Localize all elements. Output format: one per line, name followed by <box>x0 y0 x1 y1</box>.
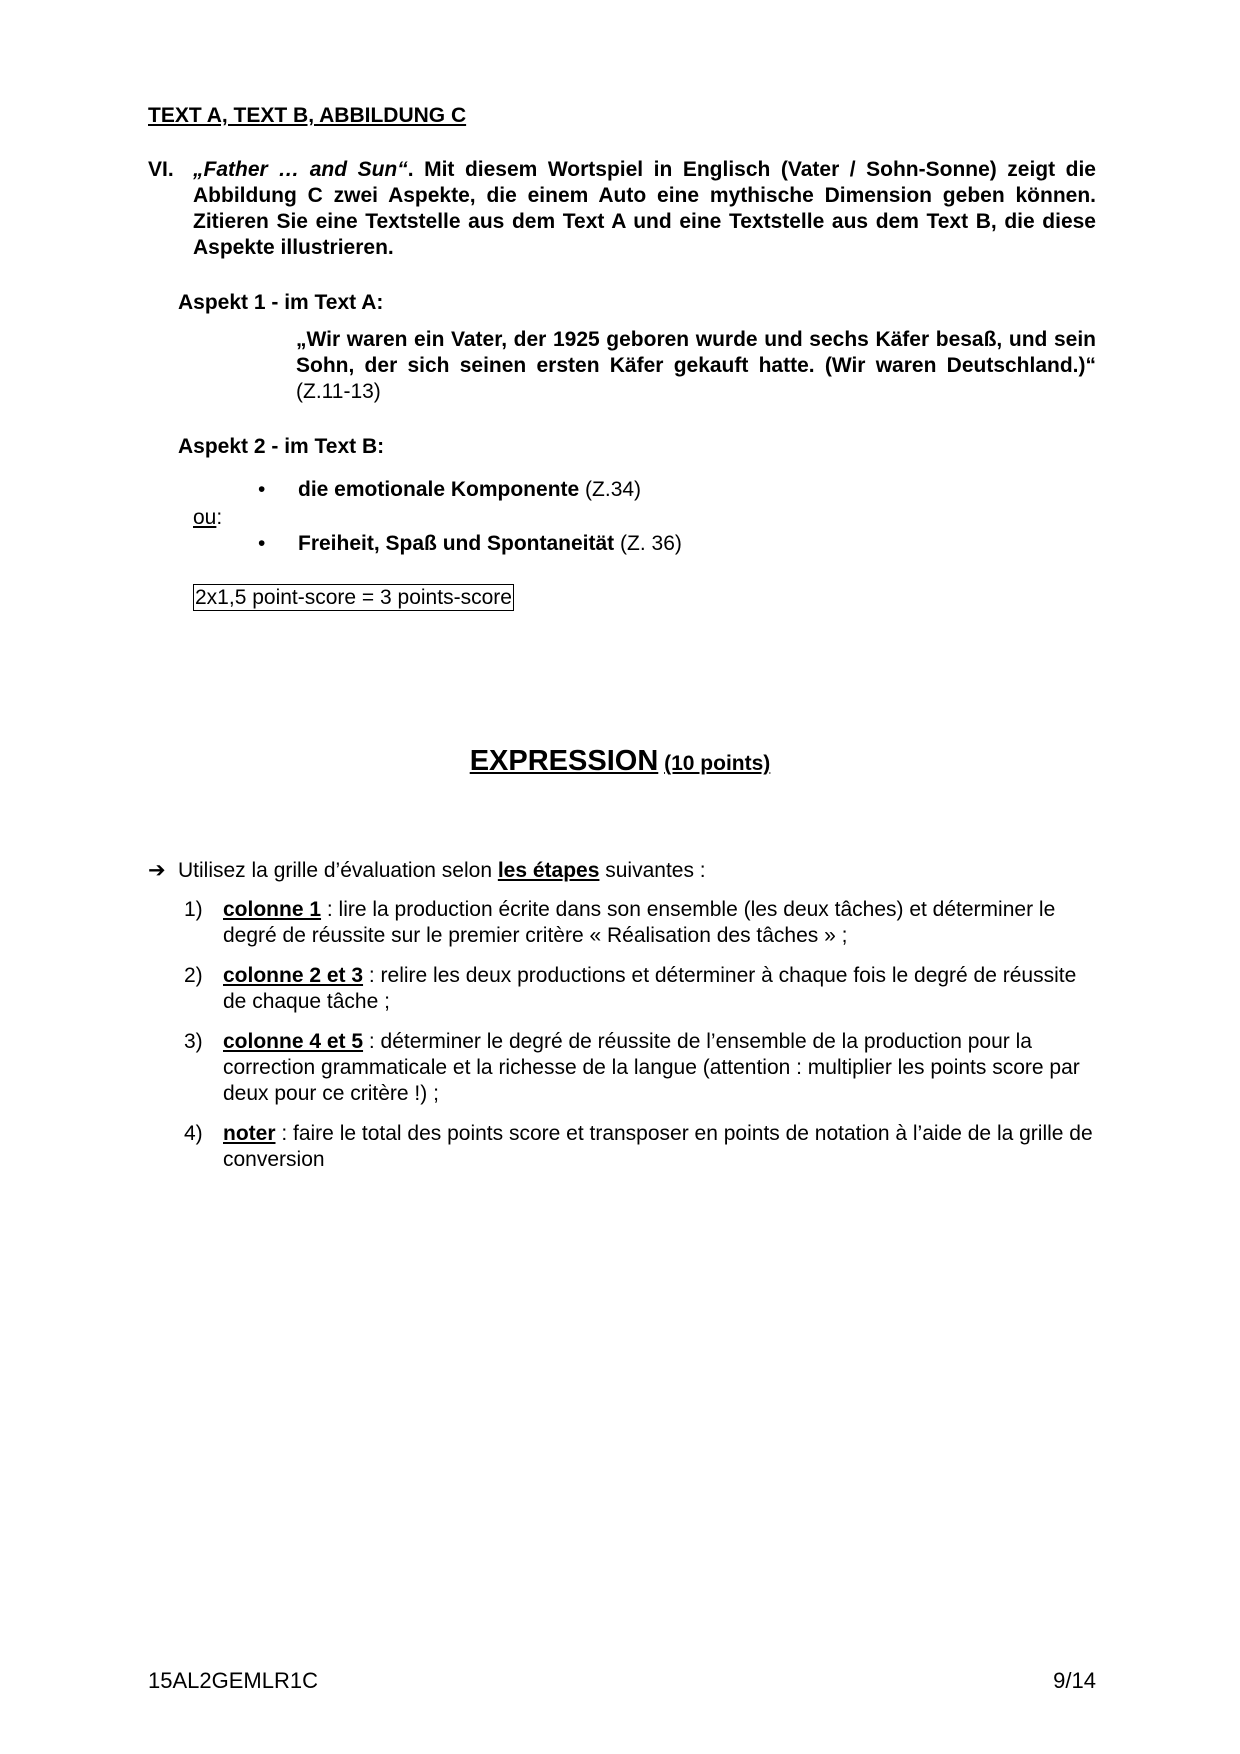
step-text: : faire le total des points score et transposer en points de notation à l’aide de la grille de conversion <box>223 1122 1093 1171</box>
question-text <box>193 157 1096 261</box>
question-title: „Father … and Sun“ <box>193 158 408 181</box>
instructions-intro <box>148 858 706 884</box>
question-number: VI. <box>148 158 174 181</box>
step-item <box>223 1121 1103 1173</box>
step-number: 3) <box>184 1030 203 1053</box>
section-title: TEXT A, TEXT B, ABBILDUNG C <box>148 104 467 127</box>
step-item <box>223 1029 1103 1107</box>
step-key: noter <box>223 1122 276 1145</box>
step-key: colonne 4 et 5 <box>223 1030 364 1053</box>
or-label <box>193 505 222 531</box>
aspekt1-ref: (Z.11-13) <box>296 380 381 403</box>
score-box: 2x1,5 point-score = 3 points-score <box>195 586 512 609</box>
bullet2-ref: (Z. 36) <box>614 532 682 555</box>
aspekt1-label: Aspekt 1 - im Text A: <box>178 291 384 314</box>
bullet1-bold: die emotionale Komponente <box>298 478 580 501</box>
intro-text-before: Utilisez la grille d’évaluation selon <box>178 859 498 882</box>
aspekt1-quote-block <box>296 327 1096 405</box>
arrow-right-icon: ➔ <box>148 859 166 882</box>
step-key: colonne 2 et 3 <box>223 964 364 987</box>
or-colon: : <box>216 506 223 529</box>
step-number: 4) <box>184 1122 203 1145</box>
step-item <box>223 897 1103 949</box>
intro-text-after: suivantes : <box>599 859 706 882</box>
intro-bold: les étapes <box>497 859 600 882</box>
bullet2-bold: Freiheit, Spaß und Spontaneität <box>298 532 615 555</box>
bullet-icon: • <box>258 478 266 501</box>
step-key: colonne 1 <box>223 898 322 921</box>
aspekt2-label: Aspekt 2 - im Text B: <box>178 435 385 458</box>
page-number: 9/14 <box>1053 1668 1096 1693</box>
bullet1-ref: (Z.34) <box>579 478 642 501</box>
expression-points: (10 points) <box>664 752 771 775</box>
bullet-icon: • <box>258 532 266 555</box>
or-word: ou <box>193 506 217 529</box>
aspekt2-bullet2 <box>298 531 682 557</box>
aspekt1-quote: „Wir waren ein Vater, der 1925 geboren wurde und sechs Käfer besaß, und sein Sohn, der sich seinen ersten Käfer gekauft hatte. (Wir waren Deutschland.)“ <box>296 328 1096 377</box>
step-text: : relire les deux productions et déterminer à chaque fois le degré de réussite de chaque tâche ; <box>223 964 1077 1013</box>
step-number: 2) <box>184 964 203 987</box>
step-text: : déterminer le degré de réussite de l’ensemble de la production pour la correction grammaticale et la richesse de la langue (attention : multiplier les points score par deux pour ce critère !) ; <box>223 1030 1080 1105</box>
expression-title: EXPRESSION <box>469 745 659 777</box>
step-text: : lire la production écrite dans son ensemble (les deux tâches) et déterminer le degré de réussite sur le premier critère « Réalisation des tâches » ; <box>223 898 1056 947</box>
expression-heading <box>0 745 1240 777</box>
step-number: 1) <box>184 898 203 921</box>
question-body: . Mit diesem Wortspiel in Englisch (Vater / Sohn-Sonne) zeigt die Abbildung C zwei Aspekte, die einem Auto eine mythische Dimension geben können. Zitieren Sie eine Textstelle aus dem Text A und eine Textstelle aus dem Text B, die diese Aspekte illustrieren. <box>193 158 1096 259</box>
aspekt2-bullet1 <box>298 477 641 503</box>
step-item <box>223 963 1103 1015</box>
document-code: 15AL2GEMLR1C <box>148 1668 318 1693</box>
